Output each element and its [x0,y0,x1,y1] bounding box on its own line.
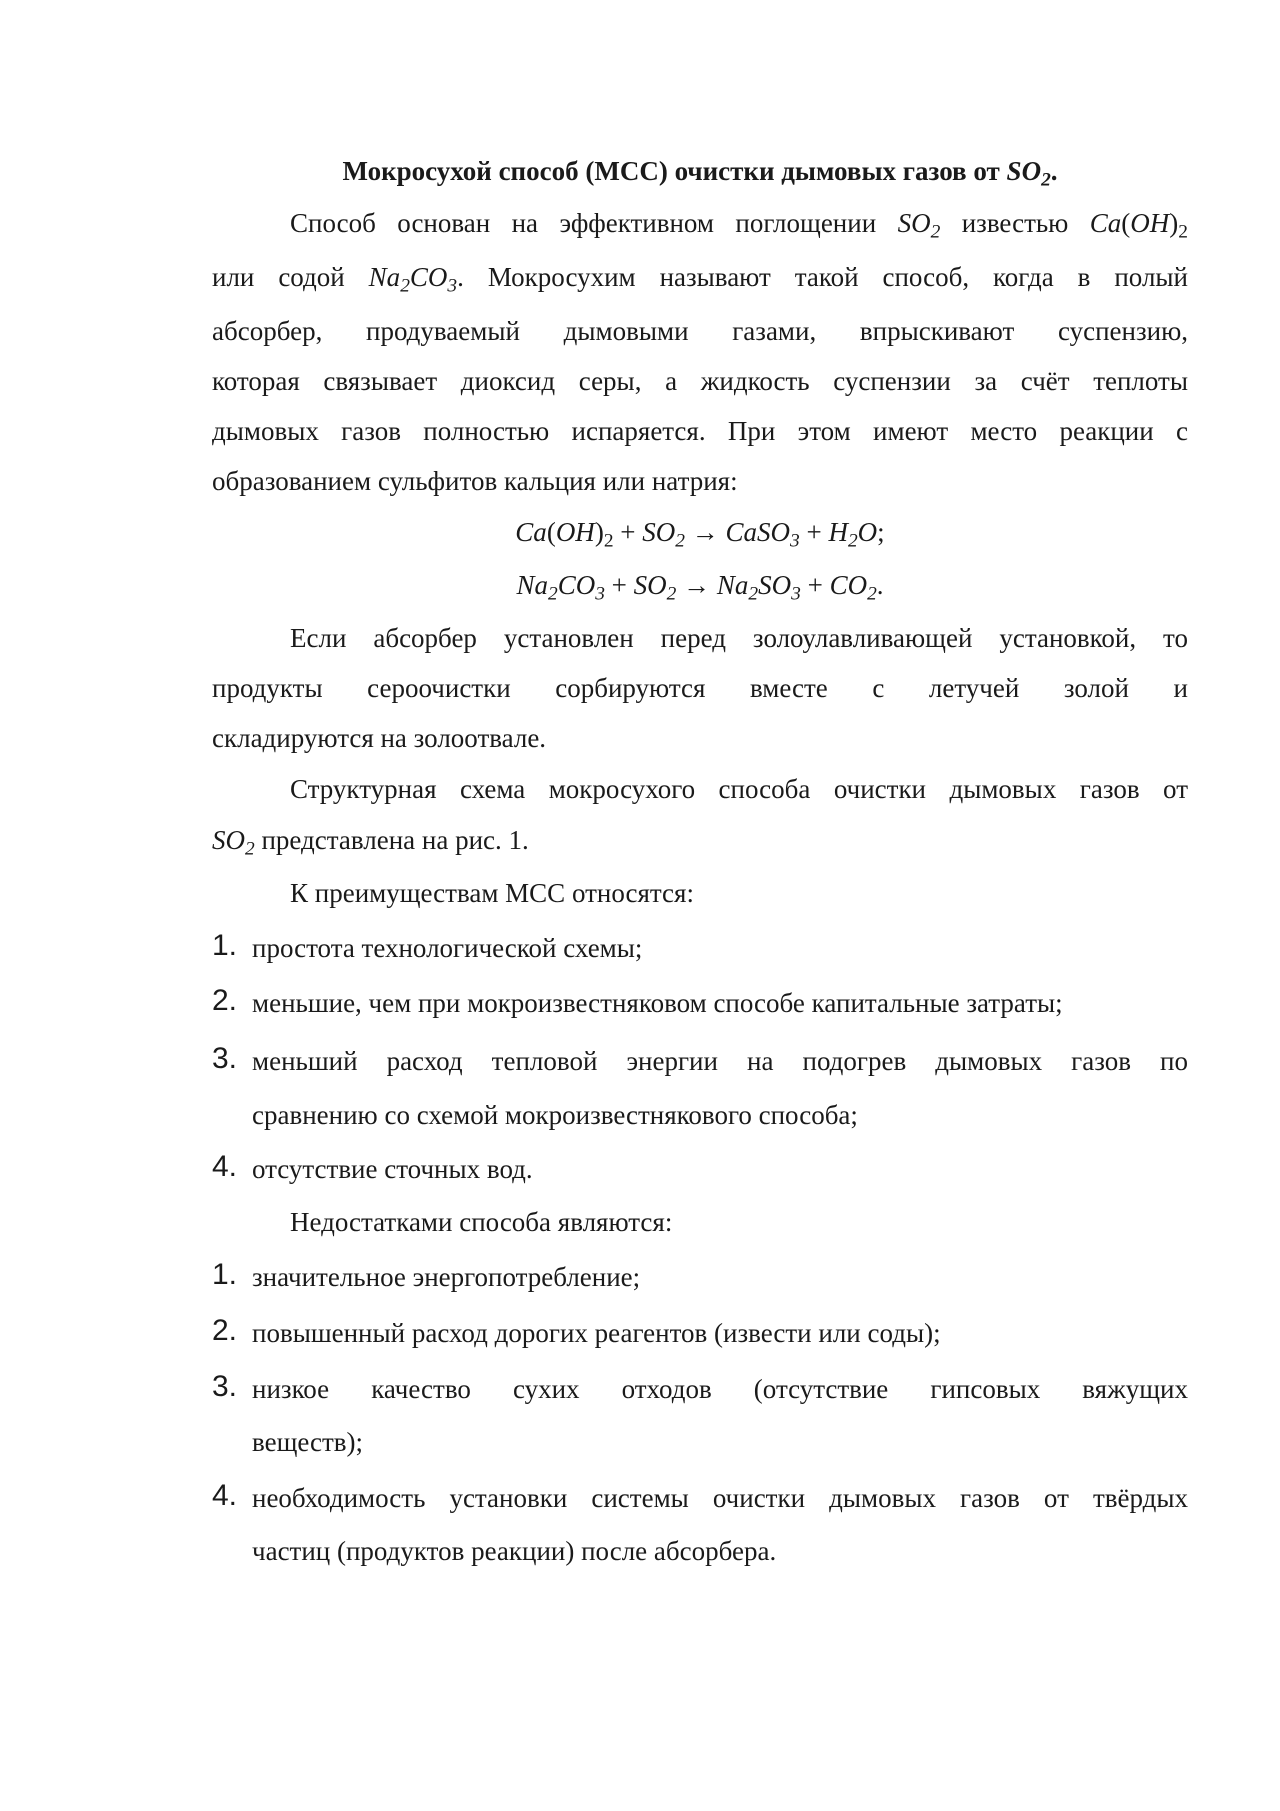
list-item-number: 2. [212,984,238,1017]
list-item: простота технологической схемы; [252,933,643,963]
intro-line-5: дымовых газов полностью испаряется. При этом имеют место реакции с [212,416,1188,446]
intro-line-1: Способ основан на эффективном поглощении $SO_2$ известью $Ca(OH)_2$ [290,208,1189,243]
advantages-heading: К преимуществам МСС относятся: [290,878,694,908]
title-text: Мокросухой способ (МСС) очистки дымовых газов от [342,156,1000,186]
list-item: низкое качество сухих отходов (отсутствие гипсовых вяжущих [252,1374,1188,1404]
list-item-number: 4. [212,1479,238,1512]
equation-2: $Na_2CO_3 + SO_2 \to Na_2SO_3 + CO_2$. [516,570,884,605]
intro-line-2: или содой $Na_2CO_3$. Мокросухим называют такой способ, когда в полый [212,262,1189,297]
list-item: значительное энергопотребление; [252,1262,641,1292]
list-item-continuation: веществ); [252,1427,364,1457]
intro-line-6: образованием сульфитов кальция или натрия: [212,466,738,496]
list-item-continuation: сравнению со схемой мокроизвестнякового способа; [252,1100,858,1130]
list-item: необходимость установки системы очистки дымовых газов от твёрдых [252,1483,1188,1513]
disadvantages-heading: Недостатками способа являются: [290,1207,673,1237]
para2-line-1: Если абсорбер установлен перед золоулавливающей установкой, то [290,623,1188,653]
list-item-continuation: частиц (продуктов реакции) после абсорбера. [252,1536,777,1566]
list-item: меньшие, чем при мокроизвестняковом способе капитальные затраты; [252,988,1063,1018]
para3-line-2: $SO_2$ представлена на рис. 1. [212,825,529,860]
list-item-number: 1. [212,929,238,962]
list-item: отсутствие сточных вод. [252,1154,533,1184]
intro-line-4: которая связывает диоксид серы, а жидкость суспензии за счёт теплоты [212,366,1188,396]
list-item-number: 3. [212,1042,238,1075]
para3-line-1: Структурная схема мокросухого способа очистки дымовых газов от [290,774,1188,804]
list-item-number: 2. [212,1314,238,1347]
para2-line-3: складируются на золоотвале. [212,723,547,753]
list-item: повышенный расход дорогих реагентов (извести или соды); [252,1318,941,1348]
list-item-number: 1. [212,1258,238,1291]
para2-line-2: продукты сероочистки сорбируются вместе с летучей золой и [212,673,1188,703]
intro-line-3: абсорбер, продуваемый дымовыми газами, впрыскивают суспензию, [212,316,1188,346]
equation-1: $Ca(OH)_2 + SO_2$ → CaSO$_3$ + $H_2O$; [515,517,885,552]
page-title: Мокросухой способ (МСС) очистки дымовых газов от $SO_2$. [342,156,1058,191]
list-item-number: 3. [212,1370,238,1403]
list-item-number: 4. [212,1150,238,1183]
list-item: меньший расход тепловой энергии на подогрев дымовых газов по [252,1046,1188,1076]
title-formula: $SO_2$ [1006,156,1051,191]
